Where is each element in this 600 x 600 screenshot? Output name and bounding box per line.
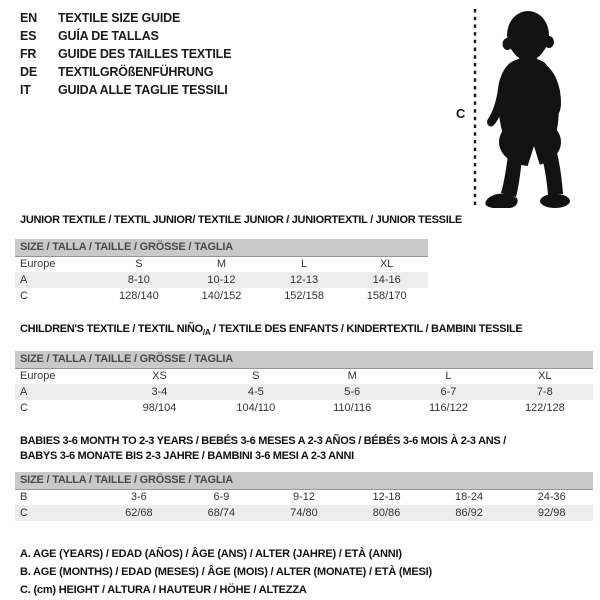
- size-cell: 68/74: [207, 507, 236, 520]
- section-title: [20, 322, 593, 340]
- size-section: [15, 434, 593, 521]
- size-cell: 18-24: [455, 491, 484, 504]
- language-code: ES: [20, 29, 37, 43]
- language-code: FR: [20, 47, 37, 61]
- section-title: [20, 213, 593, 228]
- size-cell: 98/104: [142, 402, 177, 415]
- footnote: B. AGE (MONTHS) / EDAD (MESES) / ÂGE (MOIS) / ALTER (MONATE) / ETÀ (MESI): [20, 566, 432, 579]
- size-cell: M: [216, 258, 227, 271]
- size-cell: 12-18: [372, 491, 401, 504]
- table-row: [15, 489, 593, 505]
- content-area: [15, 213, 593, 599]
- size-cell: 86/92: [455, 507, 483, 520]
- table-row: [15, 384, 593, 400]
- language-label: GUIDA ALLE TAGLIE TESSILI: [58, 83, 228, 97]
- section-title-line: BABIES 3-6 MONTH TO 2-3 YEARS / BEBÉS 3-6 MESES A 2-3 AÑOS / BÉBÉS 3-6 MOIS À 2-3 ANS /: [20, 435, 506, 448]
- size-cell: 6-9: [213, 491, 230, 504]
- size-cell: 3-6: [130, 491, 147, 504]
- size-header-bar: SIZE / TALLA / TAILLE / GRÖSSE / TAGLIA: [15, 239, 428, 256]
- size-header-bar: SIZE / TALLA / TAILLE / GRÖSSE / TAGLIA: [15, 472, 593, 489]
- baby-silhouette-icon: [450, 5, 600, 215]
- size-cell: 14-16: [372, 274, 401, 286]
- language-title-list: [20, 9, 231, 99]
- size-section: [15, 213, 593, 304]
- section-title-line: JUNIOR TEXTILE / TEXTIL JUNIOR/ TEXTILE JUNIOR / JUNIORTEXTIL / JUNIOR TESSILE: [20, 214, 462, 226]
- size-cell: XL: [379, 258, 394, 271]
- size-cell: 8-10: [127, 274, 150, 286]
- baby-figure: [450, 5, 600, 215]
- language-code: EN: [20, 11, 37, 25]
- size-tables: [15, 213, 593, 521]
- language-label: TEXTILGRÖßENFÜHRUNG: [58, 65, 214, 79]
- size-table: [15, 472, 593, 521]
- table-row: [15, 288, 428, 304]
- size-cell: 92/98: [537, 507, 566, 520]
- row-label: Europe: [20, 258, 56, 271]
- language-code: DE: [20, 65, 37, 79]
- language-row: [20, 63, 231, 81]
- language-label: GUIDE DES TAILLES TEXTILE: [58, 47, 232, 61]
- size-cell: 3-4: [151, 386, 168, 399]
- row-label: B: [20, 491, 28, 504]
- size-cell: 12-13: [290, 274, 319, 286]
- row-label: Europe: [20, 370, 56, 383]
- size-cell: XS: [152, 370, 167, 383]
- size-cell: 110/116: [333, 402, 372, 415]
- footnote: A. AGE (YEARS) / EDAD (AÑOS) / ÂGE (ANS) / ALTER (JAHRE) / ETÀ (ANNI): [20, 548, 402, 561]
- size-cell: 128/140: [119, 290, 159, 302]
- size-cell: L: [301, 258, 308, 271]
- language-row: [20, 81, 231, 99]
- row-label: A: [20, 386, 28, 399]
- size-cell: L: [445, 370, 452, 383]
- baby-silhouette-shape: [485, 11, 570, 208]
- size-cell: 4-5: [247, 386, 264, 399]
- table-row: [15, 505, 593, 521]
- language-row: [20, 9, 231, 27]
- size-cell: 6-7: [440, 386, 457, 399]
- height-measure-label: C: [456, 106, 466, 121]
- table-row: [15, 272, 428, 288]
- size-cell: 24-36: [537, 491, 566, 504]
- size-cell: 10-12: [207, 274, 236, 286]
- language-code: IT: [20, 83, 31, 97]
- section-title: [20, 434, 593, 464]
- size-section: [15, 322, 593, 416]
- footnotes: [20, 545, 593, 599]
- size-cell: 152/158: [284, 290, 324, 302]
- language-row: [20, 27, 231, 45]
- language-label: TEXTILE SIZE GUIDE: [58, 11, 181, 25]
- size-cell: 7-8: [536, 386, 553, 399]
- size-cell: 9-12: [292, 491, 315, 504]
- size-cell: 158/170: [366, 290, 407, 302]
- size-cell: 140/152: [201, 290, 242, 302]
- section-title-line: BABYS 3-6 MONATE BIS 2-3 JAHRE / BAMBINI 3-6 MESI A 2-3 ANNI: [20, 450, 354, 463]
- size-cell: S: [135, 258, 143, 271]
- language-row: [20, 45, 231, 63]
- table-row: [15, 400, 593, 416]
- size-cell: 104/110: [236, 402, 276, 415]
- size-cell: M: [347, 370, 357, 383]
- footnote: C. (cm) HEIGHT / ALTURA / HAUTEUR / HÖHE / ALTEZZA: [20, 584, 307, 597]
- table-row: [15, 256, 428, 272]
- row-label: C: [20, 402, 28, 415]
- size-cell: 122/128: [524, 402, 565, 415]
- size-table: [15, 351, 593, 416]
- language-label: GUÍA DE TALLAS: [58, 29, 159, 43]
- size-cell: 62/68: [125, 507, 153, 520]
- size-cell: 5-6: [344, 386, 361, 399]
- row-label: A: [20, 274, 28, 286]
- row-label: C: [20, 507, 28, 520]
- section-title-line: CHILDREN'S TEXTILE / TEXTIL $NIÑO_{/A}$ / TEXTILE DES ENFANTS / KINDERTEXTIL / BAMBINI TESSILE: [20, 323, 523, 338]
- size-cell: 80/86: [372, 507, 401, 520]
- table-row: [15, 368, 593, 384]
- size-cell: 74/80: [290, 507, 318, 520]
- size-table: [15, 239, 428, 304]
- size-cell: 116/122: [429, 402, 468, 415]
- size-cell: XL: [538, 370, 552, 383]
- size-cell: S: [252, 370, 260, 383]
- row-label: C: [20, 290, 28, 302]
- size-header-bar: SIZE / TALLA / TAILLE / GRÖSSE / TAGLIA: [15, 351, 593, 368]
